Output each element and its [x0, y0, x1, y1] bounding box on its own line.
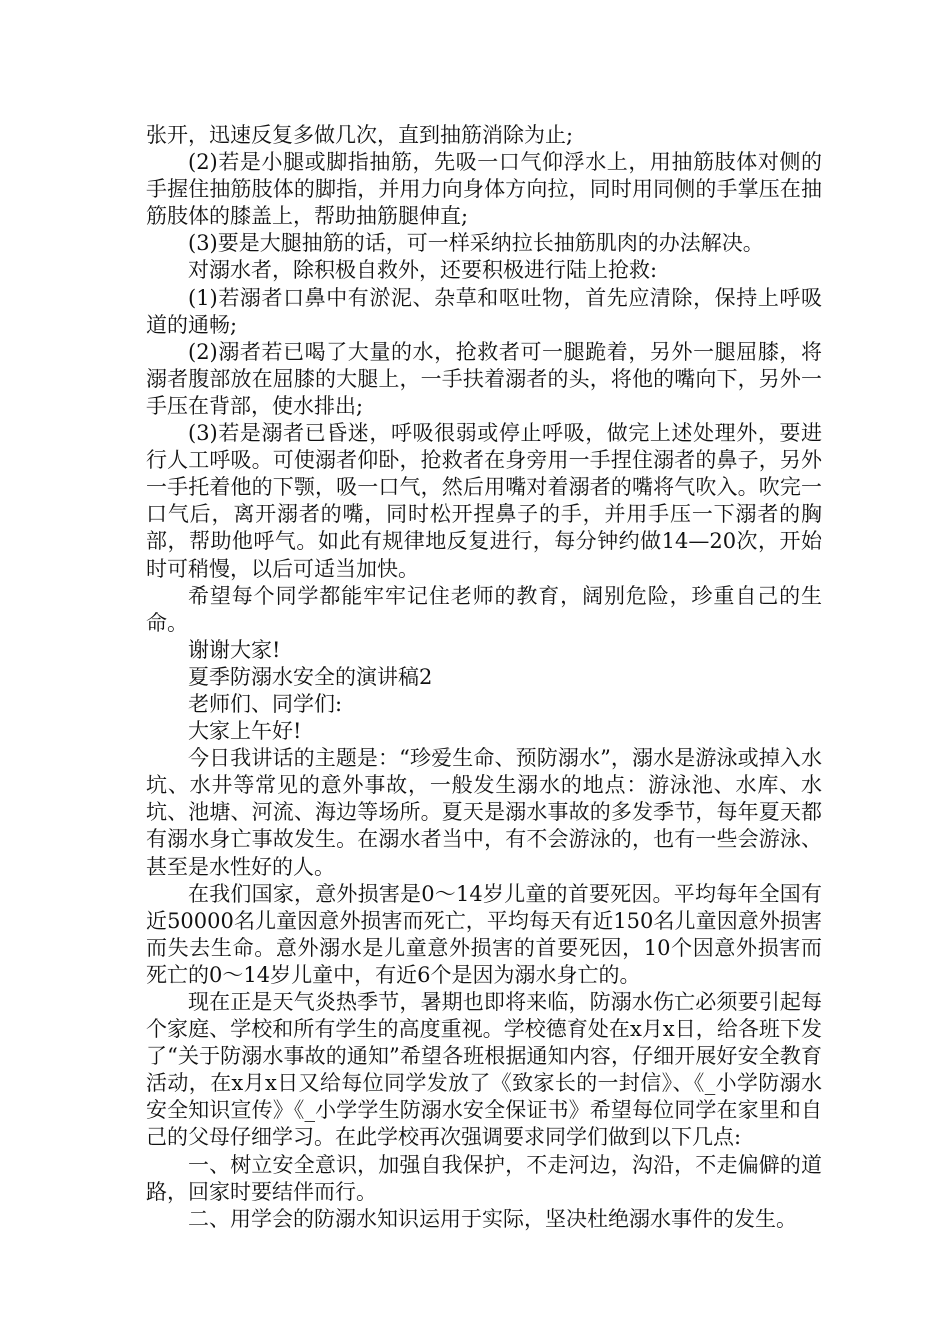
- greeting: 大家上午好!: [188, 719, 302, 744]
- paragraph: 谢谢大家!: [188, 637, 281, 662]
- document-body: [146, 122, 822, 1233]
- paragraph: (3)要是大腿抽筋的话，可一样采纳拉长抽筋肌肉的办法解决。: [188, 231, 764, 256]
- paragraph: 今日我讲话的主题是：“珍爱生命、预防溺水”，溺水是游泳或掉入水坑、水井等常见的意外事故，一般发生溺水的地点：游泳池、水库、水坑、池塘、河流、海边等场所。夏天是溺水事故的多发季节，每年夏天都有溺水身亡事故发生。在溺水者当中，有不会游泳的，也有一些会游泳、甚至是水性好的人。: [146, 746, 822, 879]
- paragraph: 张开，迅速反复多做几次，直到抽筋消除为止;: [146, 123, 574, 147]
- list-item: 一、树立安全意识，加强自我保护，不走河边，沟沿，不走偏僻的道路，回家时要结伴而行。: [146, 1152, 822, 1204]
- paragraph: (2)若是小腿或脚指抽筋，先吸一口气仰浮水上，用抽筋肢体对侧的手握住抽筋肢体的脚指，并用力向身体方向拉，同时用同侧的手掌压在抽筋肢体的膝盖上，帮助抽筋腿伸直;: [146, 150, 822, 229]
- salutation: 老师们、同学们:: [188, 691, 343, 716]
- paragraph: 在我们国家，意外损害是0～14岁儿童的首要死因。平均每年全国有近50000名儿童因意外损害而死亡，平均每天有近150名儿童因意外损害而失去生命。意外溺水是儿童意外损害的首要死因，10个因意外损害而死亡的0～14岁儿童中，有近6个是因为溺水身亡的。: [146, 881, 822, 987]
- section-title: 夏季防溺水安全的演讲稿2: [188, 664, 433, 689]
- paragraph: (3)若是溺者已昏迷，呼吸很弱或停止呼吸，做完上述处理外，要进行人工呼吸。可使溺者仰卧，抢救者在身旁用一手捏住溺者的鼻子，另外一手托着他的下颚，吸一口气，然后用嘴对着溺者的嘴将气吹入。吹完一口气后，离开溺者的嘴，同时松开捏鼻子的手，并用手压一下溺者的胸部，帮助他呼气。如此有规律地反复进行，每分钟约做14—20次，开始时可稍慢，以后可适当加快。: [146, 421, 822, 581]
- paragraph: 希望每个同学都能牢牢记住老师的教育，阔别危险，珍重自己的生命。: [146, 583, 822, 635]
- paragraph: 对溺水者，除积极自救外，还要积极进行陆上抢救:: [188, 258, 658, 283]
- paragraph: (2)溺者若已喝了大量的水，抢救者可一腿跪着，另外一腿屈膝，将溺者腹部放在屈膝的大腿上，一手扶着溺者的头，将他的嘴向下，另外一手压在背部，使水排出;: [146, 339, 822, 418]
- paragraph: 现在正是天气炎热季节，暑期也即将来临，防溺水伤亡必须要引起每个家庭、学校和所有学生的高度重视。学校德育处在x月x日，给各班下发了“关于防溺水事故的通知”希望各班根据通知内容，仔细开展好安全教育活动，在x月x日又给每位同学发放了《致家长的一封信》、《_小学防溺水安全知识宣传》《_小学学生防溺水安全保证书》希望每位同学在家里和自己的父母仔细学习。在此学校再次强调要求同学们做到以下几点:: [146, 990, 822, 1150]
- paragraph: (1)若溺者口鼻中有淤泥、杂草和呕吐物，首先应清除，保持上呼吸道的通畅;: [146, 285, 822, 337]
- list-item: 二、用学会的防溺水知识运用于实际，坚决杜绝溺水事件的发生。: [188, 1206, 797, 1231]
